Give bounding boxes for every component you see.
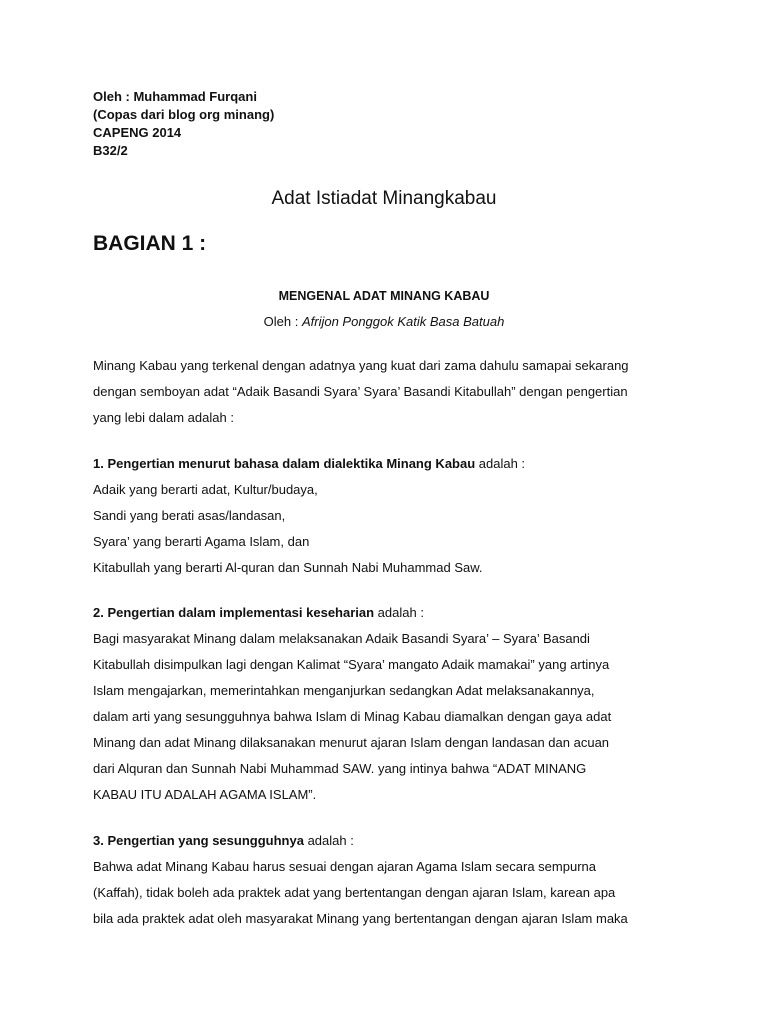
- point3-heading-bold: 3. Pengertian yang sesungguhnya: [93, 833, 304, 848]
- point1-line: Kitabullah yang berarti Al-quran dan Sunnah Nabi Muhammad Saw.: [93, 560, 483, 575]
- point2-heading-bold: 2. Pengertian dalam implementasi keseharian: [93, 605, 375, 620]
- group-line: CAPENG 2014: [93, 125, 182, 140]
- point3-heading: [93, 833, 354, 848]
- document-title: Adat Istiadat Minangkabau: [271, 188, 497, 209]
- point1-heading: [93, 456, 525, 471]
- intro-line: yang lebi dalam adalah :: [93, 410, 234, 425]
- point1-heading-bold: 1. Pengertian menurut bahasa dalam dialektika Minang Kabau: [93, 456, 476, 471]
- point2-line: KABAU ITU ADALAH AGAMA ISLAM”.: [93, 787, 317, 802]
- point2-heading: [93, 605, 424, 620]
- code-line: B32/2: [93, 143, 128, 158]
- point1-line: Adaik yang berarti adat, Kultur/budaya,: [93, 482, 318, 497]
- section-label: BAGIAN 1 :: [93, 232, 207, 255]
- point1-heading-rest: adalah :: [475, 456, 526, 471]
- intro-line: dengan semboyan adat “Adaik Basandi Syara’ Syara’ Basandi Kitabullah” dengan pengertian: [93, 384, 628, 399]
- point2-line: dari Alquran dan Sunnah Nabi Muhammad SAW. yang intinya bahwa “ADAT MINANG: [93, 761, 587, 776]
- intro-line: Minang Kabau yang terkenal dengan adatnya yang kuat dari zama dahulu samapai sekarang: [93, 358, 629, 373]
- point3-line: bila ada praktek adat oleh masyarakat Minang yang bertentangan dengan ajaran Islam maka: [93, 911, 628, 926]
- point3-heading-rest: adalah :: [303, 833, 354, 848]
- source-line: (Copas dari blog org minang): [93, 107, 275, 122]
- point2-line: dalam arti yang sesungguhnya bahwa Islam di Minag Kabau diamalkan dengan gaya adat: [93, 709, 612, 724]
- point2-line: Minang dan adat Minang dilaksanakan menurut ajaran Islam dengan landasan dan acuan: [93, 735, 610, 750]
- point1-line: Syara’ yang berarti Agama Islam, dan: [93, 534, 310, 549]
- author-line: Oleh : Muhammad Furqani: [93, 89, 257, 104]
- byline-author: Afrijon Ponggok Katik Basa Batuah: [301, 314, 505, 329]
- point2-line: Kitabullah disimpulkan lagi dengan Kalimat “Syara’ mangato Adaik mamakai” yang artinya: [93, 657, 610, 672]
- article-heading: MENGENAL ADAT MINANG KABAU: [278, 289, 490, 303]
- point3-line: Bahwa adat Minang Kabau harus sesuai dengan ajaran Agama Islam secara sempurna: [93, 859, 596, 874]
- point2-line: Islam mengajarkan, memerintahkan menganjurkan sedangkan Adat melaksanakannya,: [93, 683, 595, 698]
- point3-line: (Kaffah), tidak boleh ada praktek adat yang bertentangan dengan ajaran Islam, karean apa: [93, 885, 616, 900]
- point1-line: Sandi yang berati asas/landasan,: [93, 508, 286, 523]
- point2-heading-rest: adalah :: [374, 605, 424, 620]
- point2-line: Bagi masyarakat Minang dalam melaksanakan Adaik Basandi Syara’ – Syara’ Basandi: [93, 631, 590, 646]
- article-byline: [0, 314, 768, 329]
- byline-prefix: Oleh :: [263, 314, 299, 329]
